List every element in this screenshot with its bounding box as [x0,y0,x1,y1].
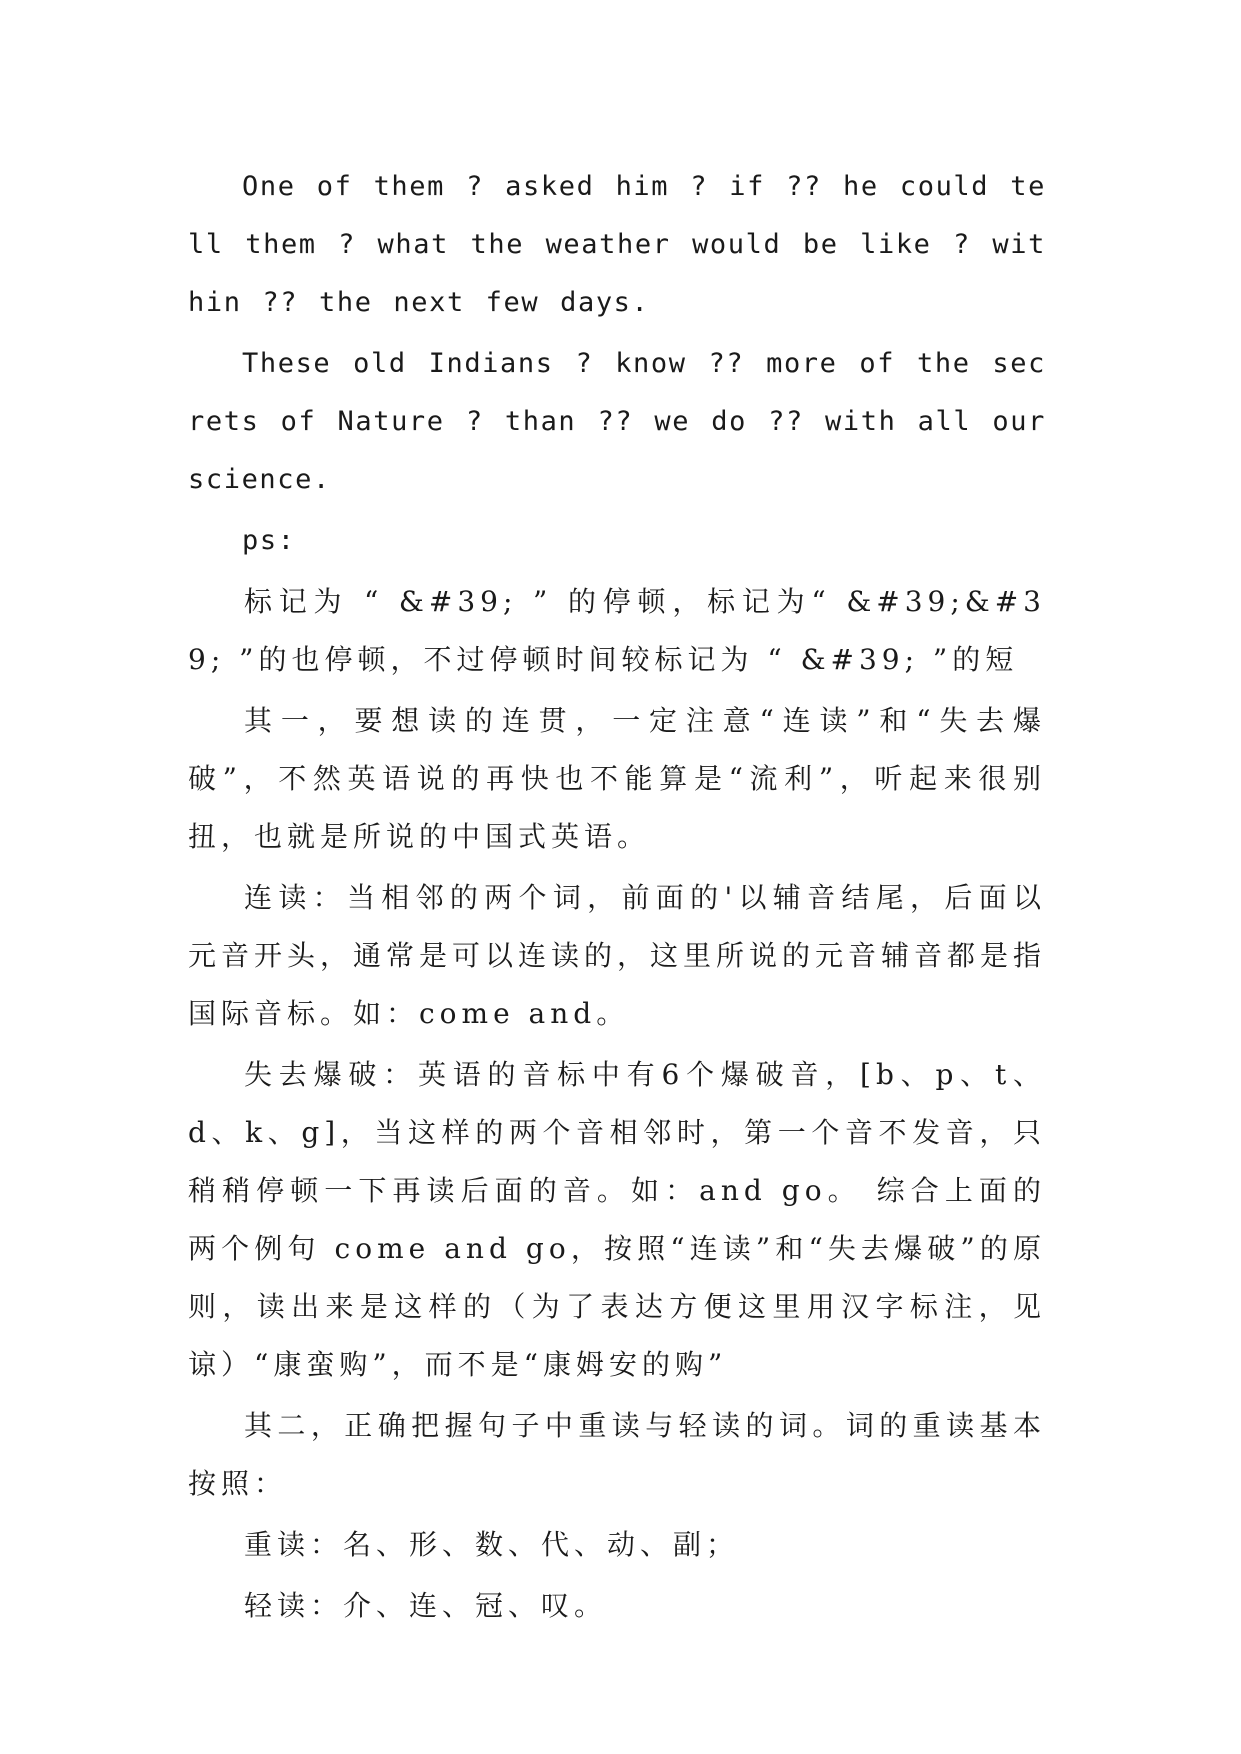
paragraph-point-one: 其一，要想读的连贯，一定注意“连读”和“失去爆破”，不然英语说的再快也不能算是“流利”，听起来很别扭，也就是所说的中国式英语。 [188,704,1046,853]
paragraph-incomplete-plosion: 失去爆破：英语的音标中有6个爆破音，[b、p、t、d、k、g]，当这样的两个音相邻时，第一个音不发音，只稍稍停顿一下再读后面的音。如：and go。 综合上面的两个例句 come and go，按照“连读”和“失去爆破”的原则，读出来是这样的（为了表达方便这里用汉字标注，见谅）“康蛮购”，而不是“康姆安的购” [188,1058,1046,1381]
paragraph-unstressed-words: 轻读：介、连、冠、叹。 [244,1589,608,1622]
paragraph-weather-question: One of them ? asked him ? if ?? he could tell them ? what the weather would be like ? within ?? the next few days. [188,171,1046,318]
paragraph-indians-nature: These old Indians ? know ?? more of the secrets of Nature ? than ?? we do ?? with all our science. [188,348,1046,495]
document-body [188,158,1046,1638]
paragraph-stressed-words: 重读：名、形、数、代、动、副； [244,1528,740,1561]
paragraph-liaison: 连读：当相邻的两个词，前面的'以辅音结尾，后面以元音开头，通常是可以连读的，这里所说的元音辅音都是指国际音标。如：come and。 [188,881,1047,1030]
paragraph-ps-label: ps: [242,525,296,556]
paragraph-pause-marks: 标记为 “ &#39; ” 的停顿，标记为“ &#39;&#39; ”的也停顿，不过停顿时间较标记为 “ &#39; ”的短 [188,585,1046,676]
paragraph-point-two: 其二，正确把握句子中重读与轻读的词。词的重读基本按照： [188,1409,1046,1500]
